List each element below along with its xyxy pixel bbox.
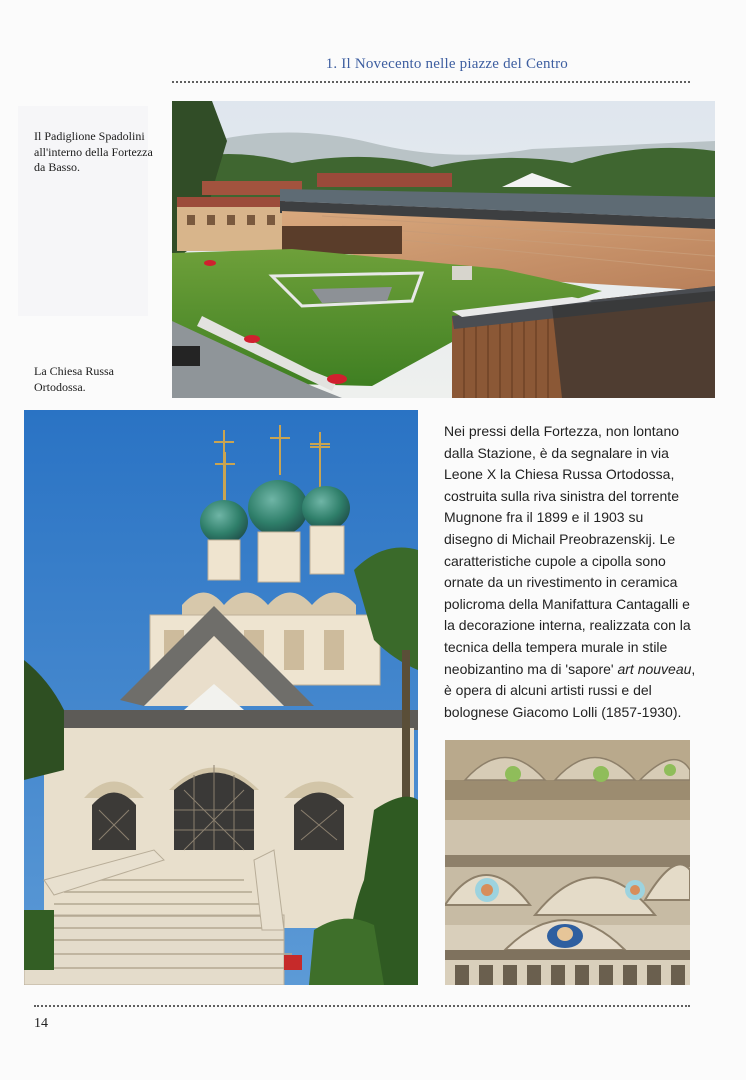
body-paragraph <box>444 421 696 723</box>
italic-term: art nouveau <box>617 660 692 677</box>
church-photo <box>24 410 418 985</box>
page-number: 14 <box>34 1016 48 1031</box>
caption-church: La Chiesa Russa Ortodossa. <box>34 364 114 394</box>
bottom-dotted-rule <box>34 1005 690 1007</box>
running-head: 1. Il Novecento nelle piazze del Centro <box>325 56 568 72</box>
pavilion-photo <box>172 101 715 398</box>
caption-pavilion: Il Padiglione Spadolini all'interno della Fortezza da Basso. <box>34 129 153 174</box>
top-dotted-rule <box>172 81 690 83</box>
church-detail-photo <box>445 740 690 985</box>
paragraph-text-end: , è opera di alcuni artisti russi e del bolognese Giacomo Lolli (1857-1930). <box>444 660 696 720</box>
paragraph-text-start: Nei pressi della Fortezza, non lontano dalla Stazione, è da segnalare in via Leone X la Chiesa Russa Ortodossa, costruita sulla riva sinistra del torrente Mugnone fra il 1899 e il 1903 su disegno di Michail Preobrazenskij. Le caratteristiche cupole a cipolla sono ornate da un rivestimento in ceramica policroma della Manifattura Cantagalli e la decorazione interna, realizzata con la tecnica della tempera murale in stile neobizantino ma di 'sapore' <box>444 423 691 677</box>
